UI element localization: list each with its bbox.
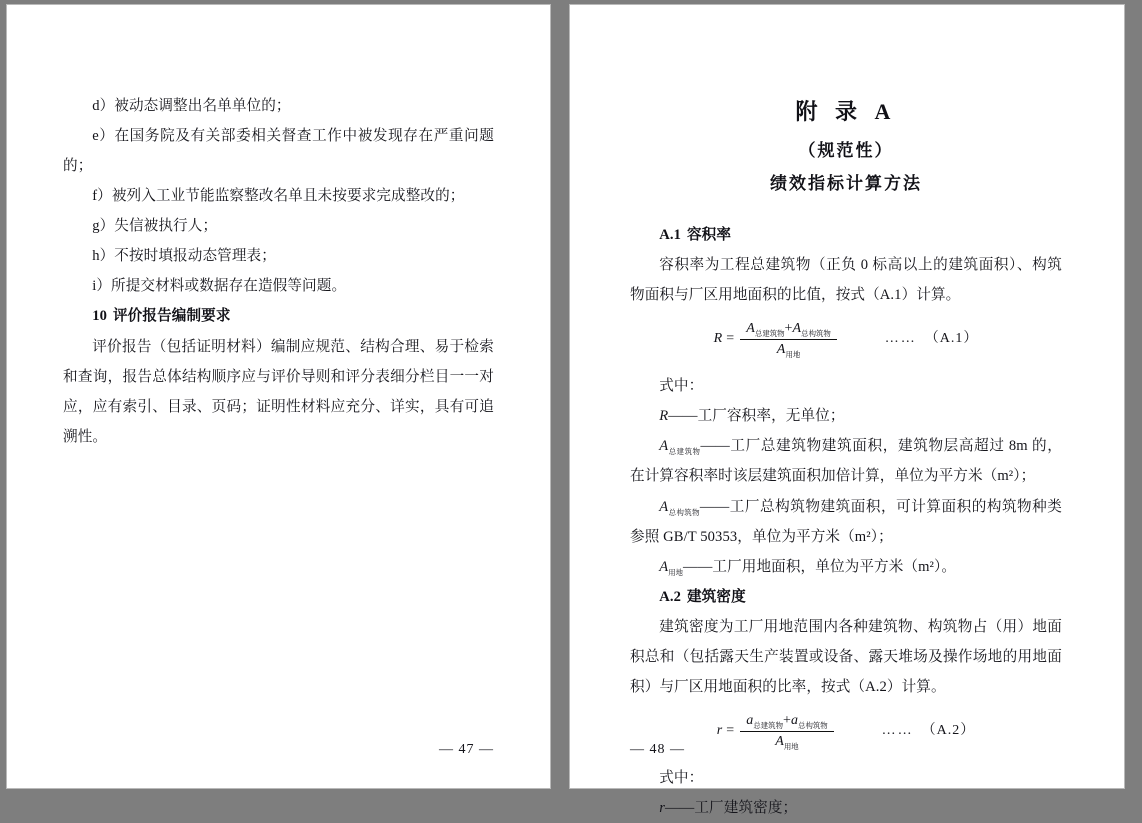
- equals-sign: =: [726, 331, 735, 347]
- definition-subscript: 用地: [668, 567, 683, 577]
- where-label-a1: 式中：: [659, 378, 704, 395]
- section-title: 评价报告编制要求: [112, 308, 231, 325]
- denominator-symbol: A: [775, 734, 784, 750]
- page-left: [6, 4, 551, 789]
- denominator-subscript: 用地: [785, 350, 801, 360]
- section-heading: [63, 301, 494, 331]
- list-item: e）在国务院及有关部委相关督查工作中被发现存在严重问题的；: [63, 128, 494, 175]
- formula-number-a1: [885, 325, 979, 354]
- leader-dots: ……: [884, 331, 917, 347]
- definition-symbol: R: [659, 408, 669, 425]
- definition-symbol: r: [659, 800, 665, 817]
- appendix-title-line1: 附 录 A: [795, 99, 897, 124]
- numerator-subscript-2: 总构筑物: [798, 720, 828, 730]
- right-page-content: [630, 220, 1062, 823]
- body-paragraph: 评价报告（包括证明材料）编制应规范、结构合理、易于检索和查询，报告总体结构顺序应与评价导则和评分表细分栏目一一对应，应有索引、目录、页码；证明性材料应充分、详实，具有可追溯性。: [63, 338, 494, 445]
- definition-subscript: 总构筑物: [668, 507, 700, 517]
- definition-subscript: 总建筑物: [668, 447, 701, 457]
- page-number-left: — 47 —: [439, 742, 494, 757]
- section-number: 10: [92, 308, 107, 325]
- page-right: [569, 4, 1125, 817]
- fraction-denominator: [771, 340, 806, 359]
- definition-dash: ——: [664, 800, 695, 817]
- definition-item: [630, 492, 1062, 552]
- appendix-title-line3: 绩效指标计算方法: [770, 174, 922, 193]
- body-paragraph-a2: 建筑密度为工厂用地范围内各种建筑物、构筑物占（用）地面积总和（包括露天生产装置或设备、露天堆场及操作场地的用地面积）与厂区用地面积的比率，按式（A.2）计算。: [630, 618, 1062, 695]
- section-number: A.2: [659, 588, 681, 605]
- leader-dots: ……: [881, 723, 914, 739]
- where-label-a2: 式中：: [659, 770, 704, 787]
- definition-item: [630, 552, 1062, 582]
- fraction-numerator: [740, 712, 833, 732]
- definition-dash: ——: [683, 558, 713, 575]
- equation-label: （A.1）: [924, 331, 979, 347]
- equation-label: （A.2）: [921, 723, 976, 739]
- numerator-subscript-1: 总建筑物: [753, 720, 783, 730]
- formula-lhs: R: [713, 331, 723, 347]
- definition-symbol: A: [659, 558, 669, 575]
- fraction: [740, 320, 836, 359]
- numerator-symbol-2: a: [790, 712, 799, 728]
- list-item: h）不按时填报动态管理表；: [92, 248, 276, 265]
- definition-symbol: A: [659, 498, 669, 515]
- fraction-numerator: [740, 320, 836, 340]
- numerator-symbol-1: a: [746, 712, 754, 728]
- list-item: i）所提交材料或数据存在造假等问题。: [92, 278, 347, 295]
- denominator-subscript: 用地: [783, 741, 799, 751]
- definition-dash: ——: [668, 408, 698, 425]
- definition-item: [630, 401, 1062, 431]
- numerator-symbol-1: A: [746, 321, 755, 337]
- list-item: d）被动态调整出名单单位的；: [92, 98, 291, 114]
- numerator-subscript-2: 总构筑物: [801, 328, 831, 338]
- formula-expression: [714, 320, 839, 359]
- formula-a2: [630, 712, 1062, 751]
- body-paragraph-a1: 容积率为工程总建筑物（正负 0 标高以上的建筑面积）、构筑物面积与厂区用地面积的比值，按式（A.1）计算。: [630, 257, 1062, 304]
- plus-sign: +: [782, 712, 791, 728]
- fraction: [740, 712, 833, 751]
- definition-text: 工厂容积率，无单位；: [697, 408, 845, 425]
- definition-text: 工厂建筑密度；: [694, 800, 798, 817]
- left-page-content: [63, 91, 494, 452]
- section-heading-a1: [630, 220, 1062, 250]
- formula-expression: [717, 712, 836, 751]
- formula-a1: [630, 320, 1062, 359]
- formula-number-a2: [882, 717, 976, 746]
- definition-item: [630, 793, 1062, 823]
- section-title: 容积率: [686, 227, 732, 243]
- section-number: A.1: [659, 227, 681, 243]
- list-item: f）被列入工业节能监察整改名单且未按要求完成整改的；: [92, 188, 465, 205]
- definition-dash: ——: [699, 498, 730, 515]
- appendix-title-line2: （规范性）: [798, 141, 894, 160]
- definition-text: 工厂总构筑物建筑面积，可计算面积的构筑物种类参照 GB/T 50353，单位为平方米（m²）；: [630, 498, 1062, 545]
- plus-sign: +: [784, 321, 793, 337]
- definition-item: [630, 431, 1062, 491]
- definition-text: 工厂总建筑物建筑面积，建筑物层高超过 8m 的，在计算容积率时该层建筑面积加倍计算，单位为平方米（m²）；: [630, 438, 1062, 485]
- section-heading-a2: [630, 582, 1062, 612]
- definition-symbol: A: [659, 438, 669, 455]
- fraction-denominator: [769, 732, 804, 751]
- list-item: g）失信被执行人；: [92, 218, 218, 235]
- denominator-symbol: A: [776, 342, 786, 358]
- formula-lhs: r: [716, 723, 723, 739]
- page-number-right: — 48 —: [630, 742, 685, 757]
- definition-text: 工厂用地面积，单位为平方米（m²）。: [712, 558, 957, 575]
- numerator-subscript-1: 总建筑物: [754, 328, 785, 338]
- numerator-symbol-2: A: [792, 321, 802, 337]
- definition-dash: ——: [700, 438, 730, 455]
- section-title: 建筑密度: [686, 588, 746, 605]
- appendix-heading: [630, 95, 1062, 194]
- equals-sign: =: [726, 723, 735, 739]
